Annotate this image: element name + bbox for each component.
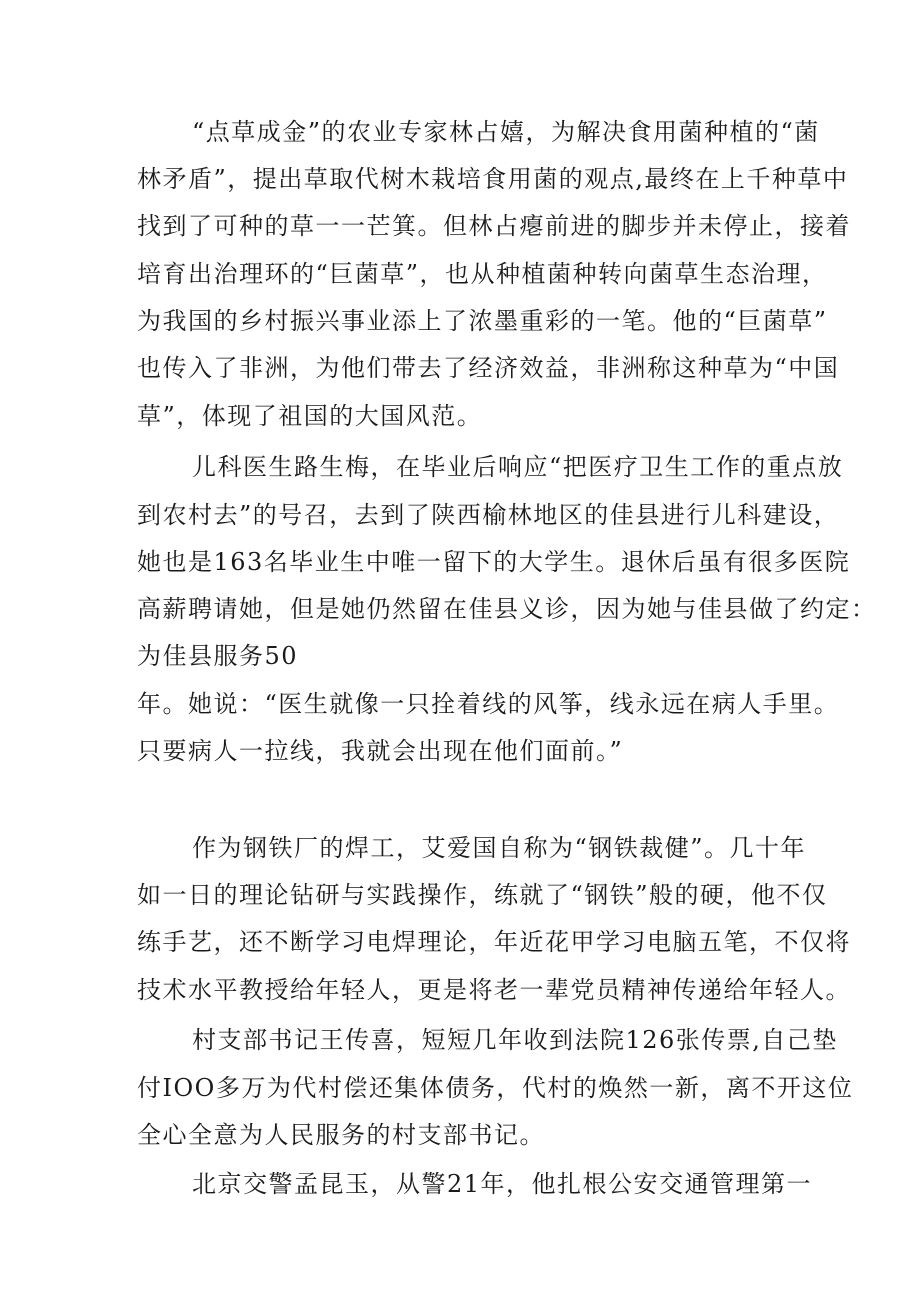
text-line: 付IOO多万为代村偿还集体债务，代村的焕然一新，离不开这位 (137, 1074, 854, 1102)
text-line: 林矛盾”，提出草取代树木栽培食用菌的观点,最终在上千种草中 (137, 165, 849, 193)
text-line: 到农村去”的号召，去到了陕西榆林地区的佳县进行儿科建设， (137, 501, 840, 529)
text-line: 儿科医生路生梅，在毕业后响应“把医疗卫生工作的重点放 (192, 453, 844, 481)
text-line: 找到了可种的草一一芒箕。但林占瘪前进的脚步并未停止，接着 (137, 212, 851, 240)
text-line: 技术水平教授给年轻人，更是将老一辈党员精神传递给年轻人。 (137, 976, 851, 1004)
text-line: 为我国的乡村振兴事业添上了浓墨重彩的一笔。他的“巨菌草” (137, 307, 828, 335)
text-line: 练手艺，还不断学习电焊理论，年近花甲学习电脑五笔，不仅将 (137, 928, 851, 956)
text-line: 村支部书记王传喜，短短几年收到法院126张传票,自己垫 (192, 1026, 838, 1054)
text-line: 北京交警孟昆玉，从警21年，他扎根公安交通管理第一 (192, 1170, 813, 1198)
text-line: 培育出治理环的“巨菌草”，也从种植菌种转向菌草生态治理， (137, 260, 828, 288)
text-line: 全心全意为人民服务的村支部书记。 (137, 1121, 545, 1149)
text-line: 如一日的理论钻研与实践操作，练就了“钢铁”般的硬，他不仅 (137, 881, 828, 909)
text-line: 高薪聘请她，但是她仍然留在佳县义诊，因为她与佳县做了约定： (137, 595, 877, 623)
text-line: 她也是163名毕业生中唯一留下的大学生。退休后虽有很多医院 (137, 548, 851, 576)
text-line: 草”，体现了祖国的大国风范。 (137, 402, 483, 430)
text-line: “点草成金”的农业专家林占嬉，为解决食用菌种植的“菌 (192, 118, 820, 146)
text-line: 作为钢铁厂的焊工，艾爱国自称为“钢铁裁健”。几十年 (192, 834, 807, 862)
text-line: 也传入了非洲，为他们带去了经济效益，非洲称这种草为“中国 (137, 354, 840, 382)
text-line: 只要病人一拉线，我就会出现在他们面前。” (137, 737, 624, 765)
text-line: 为佳县服务50 (137, 642, 299, 670)
text-line: 年。她说：“医生就像一只拴着线的风筝，线永远在病人手里。 (137, 690, 840, 718)
